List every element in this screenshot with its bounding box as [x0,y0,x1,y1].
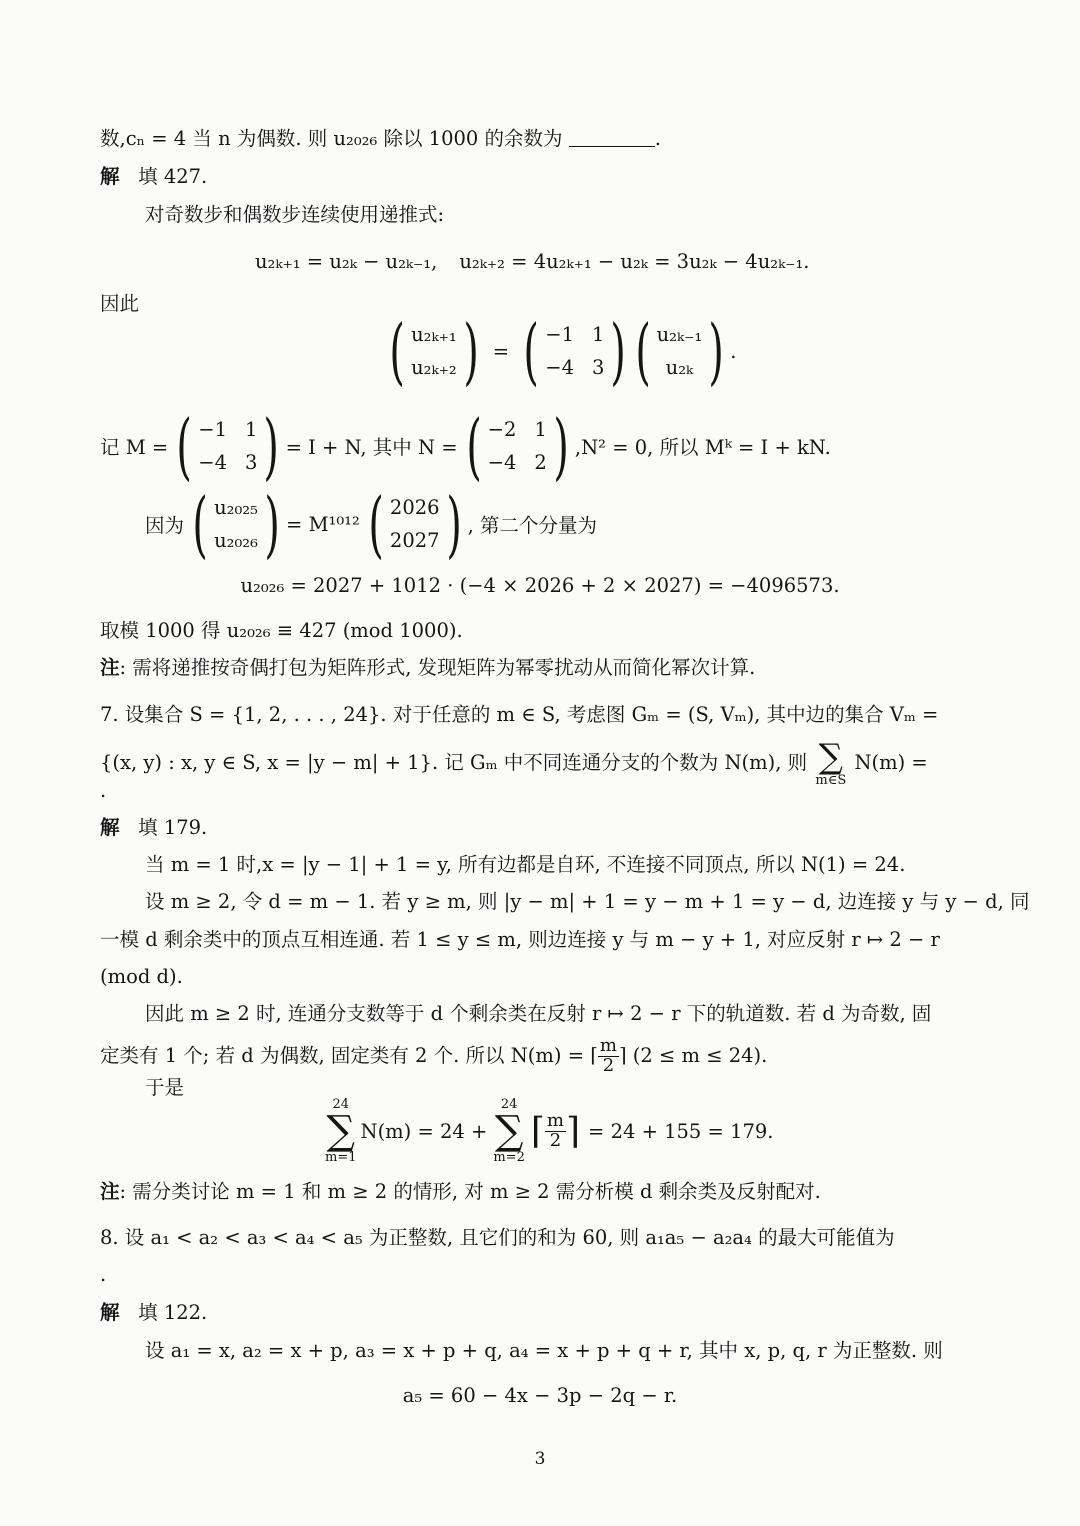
note-label: 注 [100,1180,120,1203]
period: . [654,127,661,150]
sum-result: = 24 + 155 = 179. [588,1119,774,1143]
matrix-n [488,418,547,474]
matrix-entry: 1 [534,418,547,441]
solution-6-header [100,164,207,190]
rhs-vector [657,323,703,379]
fraction-m-over-2 [545,1109,566,1151]
matrix-entry: −4 [545,356,574,379]
sum-symbol: 24 ∑ m=1 [325,1097,357,1165]
solution-8-setup: 设 a₁ = x, a₂ = x + p, a₃ = x + p + q, a₄ = x + p + q + r, 其中 x, p, q, r 为正整数. 则 [145,1339,943,1362]
fraction-denominator: 2 [549,1129,562,1151]
solution-7-thus: 于是 [145,1076,185,1099]
matrix-entry: −2 [487,418,517,441]
sum-left-side: N(m) = 24 + [360,1119,488,1143]
solution-7-line-3: 一模 d 剩余类中的顶点互相连通. 若 1 ≤ y ≤ m, 则边连接 y 与 m − y + 1, 对应反射 r ↦ 2 − r [100,928,940,951]
matrix-entry: 3 [591,356,605,379]
problem-8-line-1: 8. 设 a₁ < a₂ < a₃ < a₄ < a₅ 为正整数, 且它们的和为 60, 则 a₁a₅ − a₂a₄ 的最大可能值为 [100,1226,895,1249]
matrix-entry: 3 [245,451,258,474]
sum-lower-limit: m=2 [493,1150,525,1165]
solution-7-line-4: (mod d). [100,965,183,988]
recurrence-equations [255,249,810,275]
note-text: : 需将递推按奇偶打包为矩阵形式, 发现矩阵为幂零扰动从而简化幂次计算. [119,656,756,679]
period: . [730,339,737,363]
problem-6-text: 数,cₙ = 4 当 n 为偶数. 则 u₂₀₂₆ 除以 1000 的余数为 [100,127,563,150]
summation-equation: 24 ∑ m=1 N(m) = 24 + 24 ∑ m=2 ⌈ $\frac{m}{2}$ ⌉ = 24 + 155 = 179. [325,1097,774,1165]
solution-answer: 填 179. [138,816,208,839]
vector-entry: u₂₀₂₅ [214,496,258,519]
solution-6-intro: 对奇数步和偶数步连续使用递推式: [145,203,445,226]
fraction-m-over-2 [598,1037,619,1076]
solution-7-line-6 [100,1037,767,1076]
answer-blank [569,128,655,147]
matrix-power: = M¹⁰¹² [286,512,360,536]
vector-entry: 2026 [389,496,440,519]
solution-7-case-1: 当 m = 1 时,x = |y − 1| + 1 = y, 所有边都是自环, 不连接不同顶点, 所以 N(1) = 24. [145,853,906,876]
note-text: : 需分类讨论 m = 1 和 m ≥ 2 的情形, 对 m ≥ 2 需分析模 d 剩余类及反射配对. [119,1180,821,1203]
matrix-entry: 1 [591,323,605,346]
solution-label: 解 [100,1301,120,1324]
m-def-suffix: ,N² = 0, 所以 Mᵏ = I + kN. [574,436,831,459]
problem-7-line-2 [100,737,928,788]
solution-7-header [100,815,207,841]
solution-answer: 填 427. [138,165,208,188]
a5-equation: a₅ = 60 − 4x − 3p − 2q − r. [402,1384,678,1407]
mod-result: 取模 1000 得 u₂₀₂₆ ≡ 427 (mod 1000). [100,619,463,642]
matrix-entry: −4 [198,451,228,474]
problem-6-tail [100,126,661,152]
therefore-label: 因此 [100,292,140,315]
problem-8-line-2: . [100,1263,107,1286]
sum-upper-limit: 24 [500,1097,518,1112]
matrix-m [198,418,257,474]
since-statement: 因为 ( u₂₀₂₅ u₂₀₂₆ ) = M¹⁰¹² ( 2026 2027 ) , 第二个分量为 [145,482,598,566]
vector-entry: u₂ₖ [665,356,694,379]
formula-suffix: ⌉ (2 ≤ m ≤ 24). [618,1043,768,1067]
matrix-entry: −1 [545,323,574,346]
fraction-numerator: m [546,1109,564,1131]
solution-7-case-2: 设 m ≥ 2, 令 d = m − 1. 若 y ≥ m, 则 |y − m| + 1 = y − m + 1 = y − d, 边连接 y 与 y − d, 同 [145,890,1030,913]
solution-7-line-5: 因此 m ≥ 2 时, 连通分支数等于 d 个剩余类在反射 r ↦ 2 − r 下的轨道数. 若 d 为奇数, 固 [145,1002,932,1025]
solution-label: 解 [100,165,120,188]
m-def-prefix: 记 M = [100,436,169,459]
u-vector [214,496,258,552]
problem-7-line-1: 7. 设集合 S = {1, 2, . . . , 24}. 对于任意的 m ∈ S, 考虑图 Gₘ = (S, Vₘ), 其中边的集合 Vₘ = [100,703,939,726]
matrix-entry: −1 [198,418,228,441]
page-number: 3 [534,1449,546,1469]
matrix-entry: −4 [487,451,517,474]
matrix-entry: 2 [534,451,547,474]
since-label: 因为 [145,514,185,537]
lhs-vector [411,323,457,379]
note-label: 注 [100,656,120,679]
u2026-result: u₂₀₂₆ = 2027 + 1012 · (−4 × 2026 + 2 × 2027) = −4096573. [240,574,840,597]
fraction-numerator: m [599,1035,617,1056]
sum-symbol: ∑ m∈S [815,737,847,788]
solution-answer: 填 122. [138,1301,208,1324]
sum-symbol: 24 ∑ m=2 [493,1097,525,1165]
problem-7-line-3: . [100,779,107,802]
fraction-denominator: 2 [602,1054,615,1076]
formula-prefix: 定类有 1 个; 若 d 为偶数, 固定类有 2 个. 所以 N(m) = ⌈ [100,1043,598,1067]
note-7 [100,1179,821,1205]
m-def-middle: = I + N, 其中 N = [285,436,458,459]
vector-entry: u₂ₖ₋₁ [656,323,703,346]
solution-8-header [100,1300,207,1326]
since-suffix: , 第二个分量为 [467,514,598,537]
note-6 [100,655,755,681]
coefficient-matrix [545,323,604,379]
vector-entry: u₂ₖ₊₁ [411,323,457,346]
problem-7-tail: N(m) = [854,751,928,774]
solution-label: 解 [100,816,120,839]
equals-sign: = [492,339,510,363]
sum-subscript: m∈S [815,773,847,788]
matrix-entry: 1 [245,418,258,441]
matrix-m-definition: 记 M = ( −1 1 −4 3 ) = I + N, 其中 N = ( −2 1 −4 2 ) ,N² = 0, 所以 Mᵏ = I + kN. [100,404,831,488]
vector-entry: u₂₀₂₆ [214,529,258,552]
recurrence-odd: u₂ₖ₊₁ = u₂ₖ − u₂ₖ₋₁, [255,250,438,273]
initial-vector [390,496,440,552]
matrix-equation: ( u₂ₖ₊₁ u₂ₖ₊₂ ) = ( −1 1 −4 3 ) ( u₂ₖ₋₁ u₂ₖ ) . [389,309,737,393]
problem-7-text: {(x, y) : x, y ∈ S, x = |y − m| + 1}. 记 Gₘ 中不同连通分支的个数为 N(m), 则 [100,751,808,774]
sum-upper-limit: 24 [332,1097,350,1112]
sum-lower-limit: m=1 [325,1150,357,1165]
vector-entry: 2027 [389,529,440,552]
vector-entry: u₂ₖ₊₂ [411,356,457,379]
recurrence-even: u₂ₖ₊₂ = 4u₂ₖ₊₁ − u₂ₖ = 3u₂ₖ − 4u₂ₖ₋₁. [459,250,810,273]
